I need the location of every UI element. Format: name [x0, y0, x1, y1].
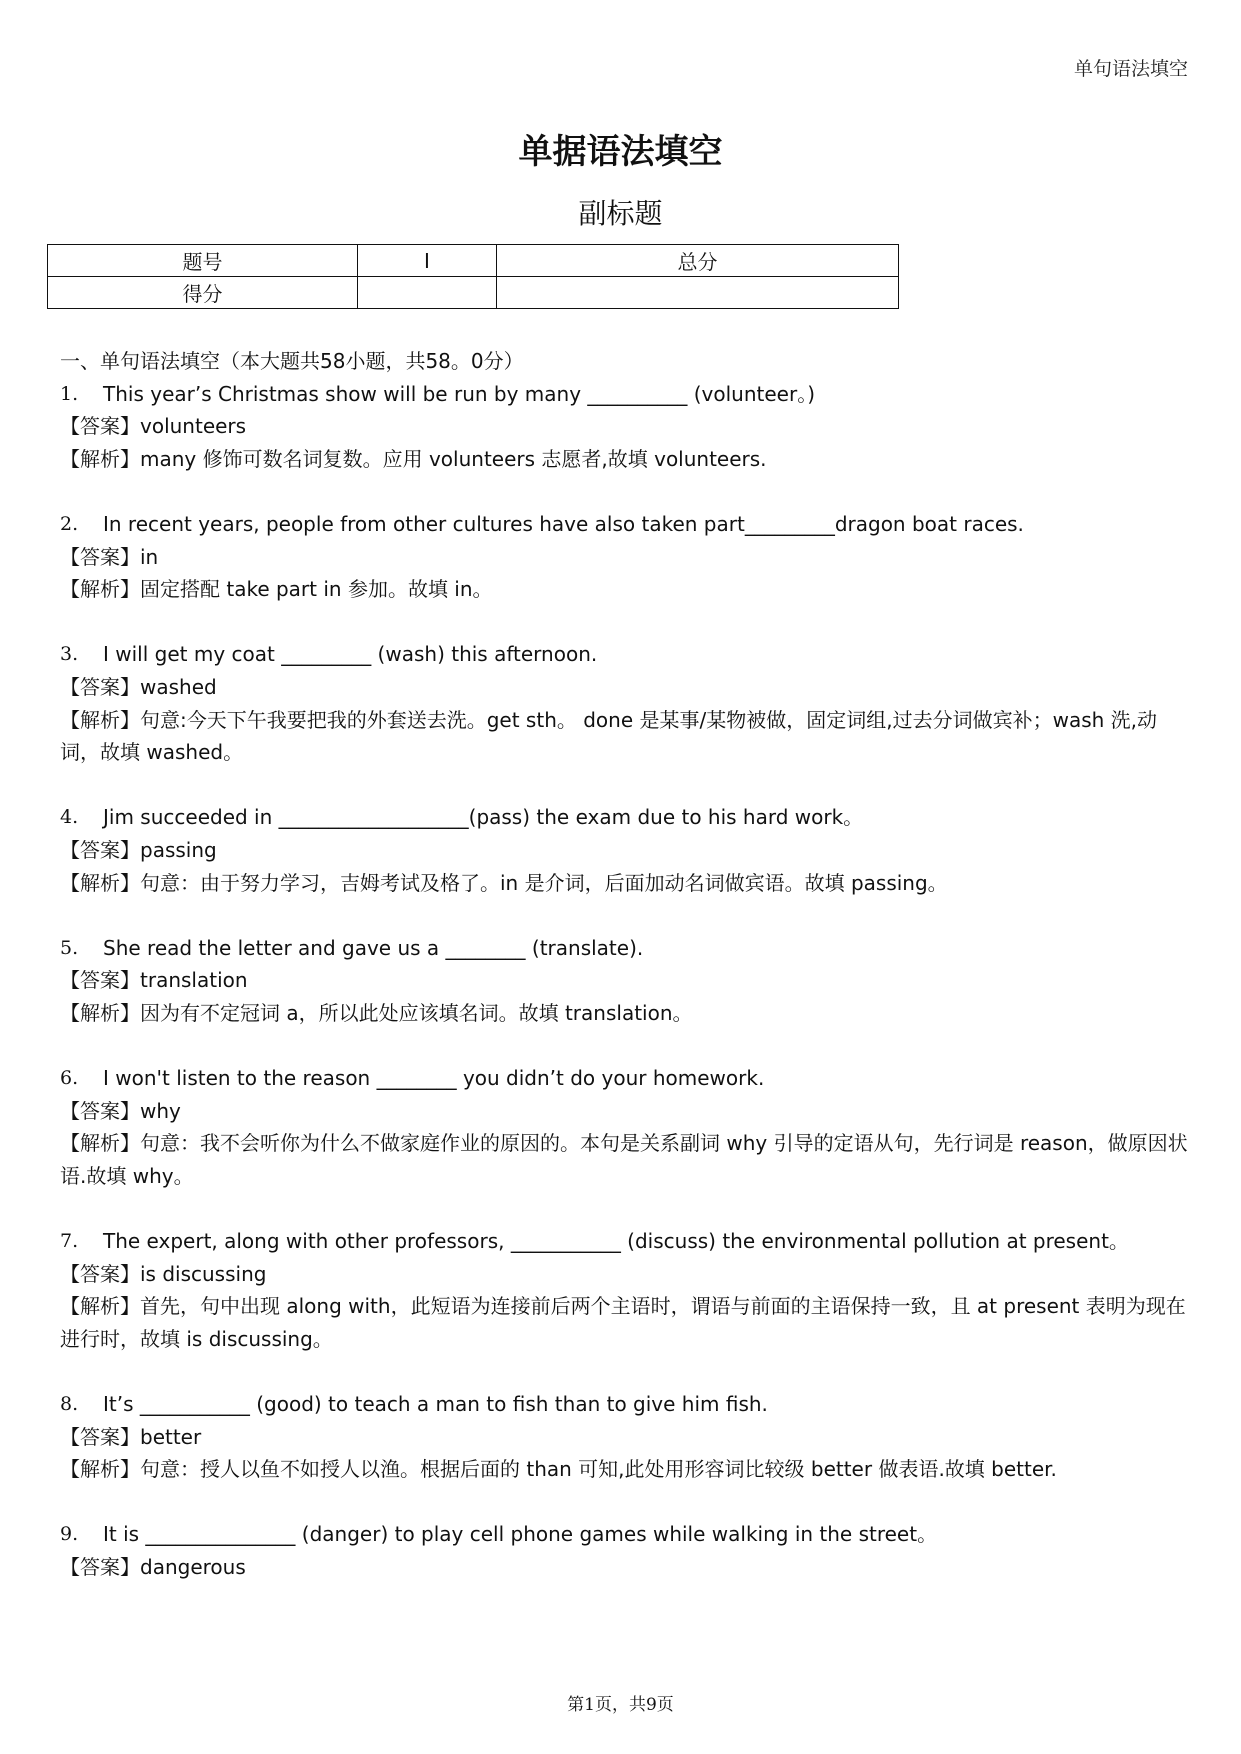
question-text: I will get my coat _________ (wash) this afternoon. — [103, 642, 598, 667]
question-text: The expert, along with other professors, ___________ (discuss) the environmental pollution at present。 — [103, 1229, 1129, 1254]
question-item — [60, 932, 1190, 1030]
answer-line: 【答案】volunteers — [60, 414, 247, 439]
score-cell-part-one: I — [358, 245, 497, 277]
question-text: In recent years, people from other cultures have also taken part_________dragon boat races. — [103, 511, 1024, 536]
answer-line: 【答案】why — [60, 1098, 181, 1123]
question-item — [60, 1062, 1190, 1192]
section-heading: 一、单句语法填空（本大题共58小题，共58。0分） — [60, 349, 524, 373]
score-cell-question-no: 题号 — [48, 245, 358, 277]
score-table — [47, 244, 899, 309]
page-title: 单据语法填空 — [518, 132, 723, 172]
question-item — [60, 378, 1190, 476]
answer-line: 【答案】in — [60, 544, 159, 569]
answer-line: 【答案】dangerous — [60, 1554, 246, 1579]
question-number: 3. — [60, 643, 79, 666]
question-text: It is _______________ (danger) to play cell phone games while walking in the street。 — [103, 1522, 938, 1547]
page-subtitle: 副标题 — [578, 197, 663, 230]
score-table-score-row — [48, 277, 899, 309]
question-item — [60, 1518, 1190, 1583]
question-text: She read the letter and gave us a ________ (translate). — [103, 935, 644, 960]
score-cell-total: 总分 — [497, 245, 899, 277]
score-cell-score-label: 得分 — [48, 277, 358, 309]
question-item — [60, 1388, 1190, 1486]
question-number: 7. — [60, 1230, 79, 1253]
answer-line: 【答案】translation — [60, 968, 248, 993]
answer-line: 【答案】better — [60, 1424, 202, 1449]
analysis-line: 【解析】因为有不定冠词 a，所以此处应该填名词。故填 translation。 — [60, 1000, 693, 1025]
question-number: 2. — [60, 512, 79, 535]
score-cell-part-one-score — [358, 277, 497, 309]
answer-line: 【答案】passing — [60, 837, 217, 862]
score-cell-total-score — [497, 277, 899, 309]
question-text: I won't listen to the reason ________ you didn’t do your homework. — [103, 1066, 765, 1091]
analysis-line: 【解析】句意：我不会听你为什么不做家庭作业的原因的。本句是关系副词 why 引导的定语从句，先行词是 reason，做原因状语.故填 why。 — [60, 1131, 1188, 1188]
question-number: 5. — [60, 936, 79, 959]
analysis-line: 【解析】首先，句中出现 along with，此短语为连接前后两个主语时，谓语与前面的主语保持一致，且 at present 表明为现在进行时，故填 is discussing。 — [60, 1294, 1186, 1351]
question-text: It’s ___________ (good) to teach a man to fish than to give him fish. — [103, 1392, 768, 1416]
analysis-line: 【解析】many 修饰可数名词复数。应用 volunteers 志愿者,故填 volunteers. — [60, 446, 767, 471]
question-text: Jim succeeded in ___________________(pass) the exam due to his hard work。 — [103, 805, 864, 830]
question-number: 1. — [60, 382, 79, 405]
analysis-line: 【解析】句意：由于努力学习，吉姆考试及格了。in 是介词，后面加动名词做宾语。故填 passing。 — [60, 870, 948, 895]
question-item — [60, 1225, 1190, 1355]
analysis-line: 【解析】固定搭配 take part in 参加。故填 in。 — [60, 577, 493, 602]
question-item — [60, 638, 1190, 768]
analysis-line: 【解析】句意：授人以鱼不如授人以渔。根据后面的 than 可知,此处用形容词比较级 better 做表语.故填 better. — [60, 1457, 1057, 1482]
page-footer: 第1页，共9页 — [567, 1695, 674, 1715]
score-table-header-row — [48, 245, 899, 277]
question-number: 8. — [60, 1393, 79, 1415]
analysis-line: 【解析】句意:今天下午我要把我的外套送去洗。get sth。 done 是某事/某物被做，固定词组,过去分词做宾补；wash 洗,动词，故填 washed。 — [60, 707, 1158, 765]
question-item — [60, 801, 1190, 899]
question-number: 9. — [60, 1523, 79, 1546]
question-number: 6. — [60, 1067, 79, 1090]
answer-line: 【答案】is discussing — [60, 1261, 267, 1286]
questions-content — [60, 345, 1190, 1584]
question-text: This year’s Christmas show will be run by many __________ (volunteer。) — [103, 381, 816, 406]
question-number: 4. — [60, 806, 79, 829]
answer-line: 【答案】washed — [60, 674, 217, 699]
running-header: 单句语法填空 — [1073, 58, 1188, 80]
question-item — [60, 508, 1190, 606]
